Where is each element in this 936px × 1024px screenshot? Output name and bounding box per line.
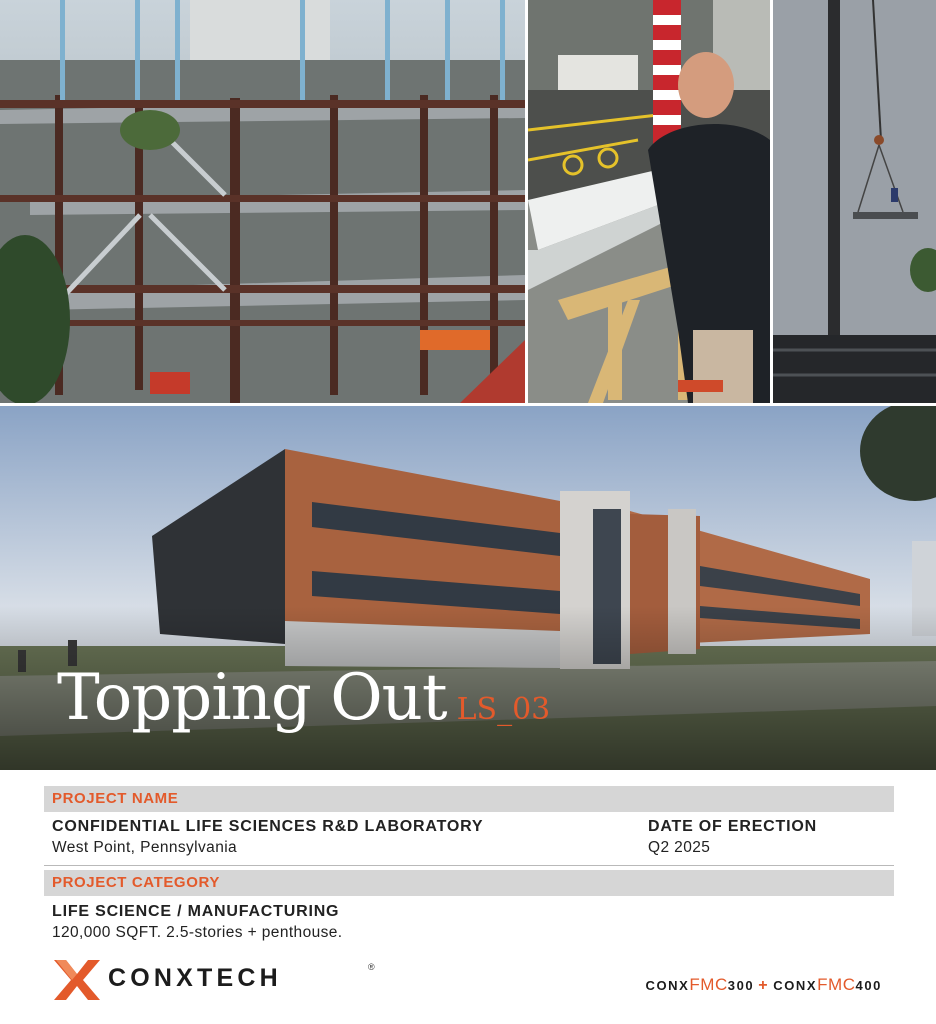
hero-project-code: LS_03 — [456, 692, 551, 727]
conxtech-wordmark: CONXTECH — [108, 964, 282, 992]
section-divider — [44, 865, 894, 866]
conxtech-x-icon — [54, 960, 100, 1000]
product-1-fmc: FMC — [689, 975, 728, 994]
hero-title — [57, 658, 550, 750]
product-plus: + — [758, 977, 770, 994]
date-of-erection-label: DATE OF ERECTION — [648, 818, 817, 835]
project-location: West Point, Pennsylvania — [52, 839, 238, 856]
project-name-value: CONFIDENTIAL LIFE SCIENCES R&D LABORATORY — [52, 818, 484, 835]
crane-beam-lift-photo — [773, 0, 936, 403]
product-lines — [645, 975, 882, 995]
date-of-erection-value: Q2 2025 — [648, 839, 711, 856]
hero-title-text: Topping Out — [57, 661, 447, 735]
project-category-value: LIFE SCIENCE / MANUFACTURING — [52, 903, 340, 920]
project-category-details: 120,000 SQFT. 2.5-stories + penthouse. — [52, 924, 343, 941]
project-category-band — [44, 870, 894, 896]
project-category-label: PROJECT CATEGORY — [52, 874, 220, 891]
project-name-band — [44, 786, 894, 812]
registered-mark: ® — [368, 962, 375, 972]
construction-steel-frame-photo — [0, 0, 525, 403]
product-1-prefix: CONX — [645, 978, 690, 993]
product-2-fmc: FMC — [817, 975, 856, 994]
product-1-number: 300 — [727, 978, 755, 993]
project-name-label: PROJECT NAME — [52, 790, 179, 807]
beam-signing-photo — [528, 0, 770, 403]
product-2-prefix: CONX — [773, 978, 818, 993]
product-2-number: 400 — [855, 978, 882, 993]
